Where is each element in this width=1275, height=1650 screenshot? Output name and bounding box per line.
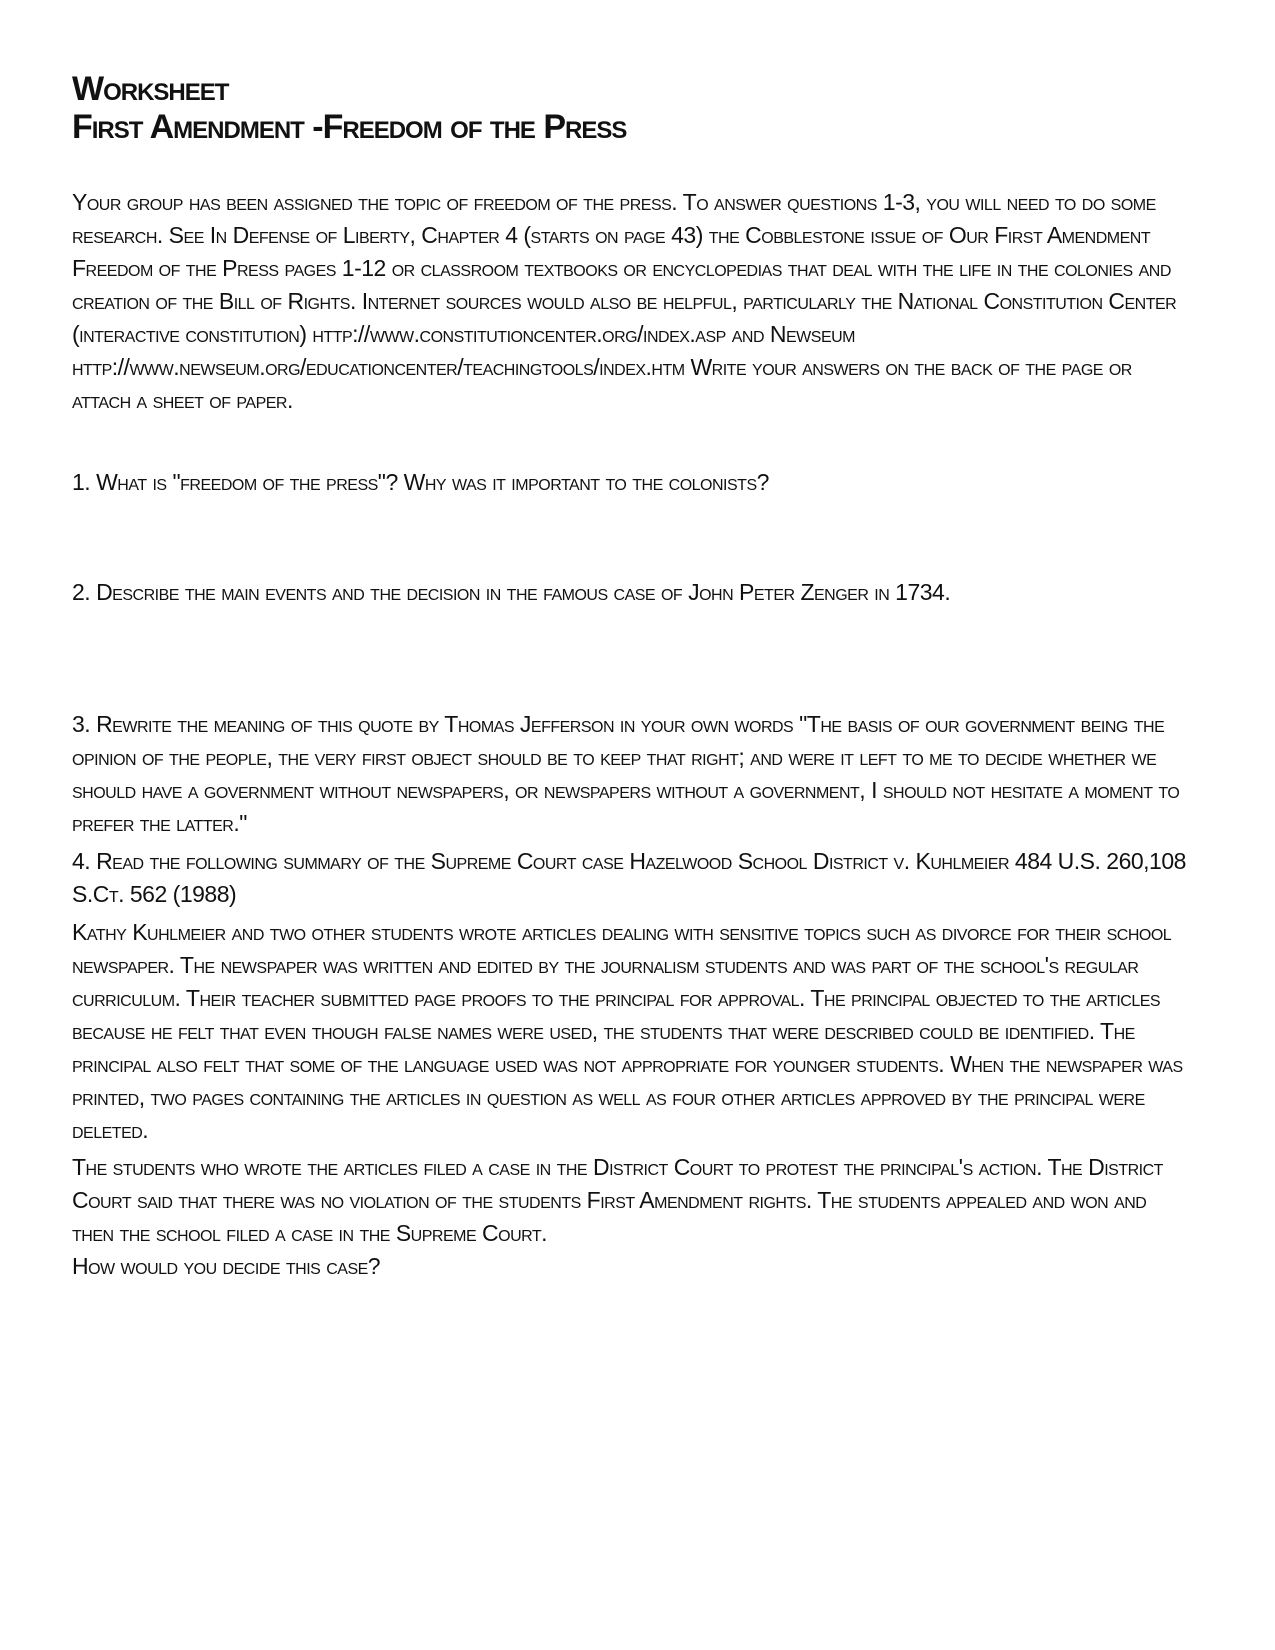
page-title [72,70,1192,146]
question-1: 1. What is "freedom of the press"? Why was it important to the colonists? [72,469,769,495]
case-summary-paragraph: Kathy Kuhlmeier and two other students wrote articles dealing with sensitive topics such as divorce for their school newspaper. The newspaper was written and edited by the journalism students and was part of the school's regular curriculum. Their teacher submitted page proofs to the principal for approval. The principal objected to the articles because he felt that even though false names were used, the students that were described could be identified. The principal also felt that some of the language used was not appropriate for younger students. When the newspaper was printed, two pages containing the articles in question as well as four other articles approved by the principal were deleted. [72,919,1183,1143]
intro-paragraph: Your group has been assigned the topic of freedom of the press. To answer questions 1-3, you will need to do some research. See In Defense of Liberty, Chapter 4 (starts on page 43) the Cobblestone issue of Our First Amendment Freedom of the Press pages 1-12 or classroom textbooks or encyclopedias that deal with the life in the colonies and creation of the Bill of Rights. Internet sources would also be helpful, particularly the National Constitution Center (interactive constitution) http://www.constitutioncenter.org/index.asp and Newseum http://www.newseum.org/educationcenter/teachingtools/index.htm Write your answers on the back of the page or attach a sheet of paper. [72,189,1177,413]
question-2: 2. Describe the main events and the decision in the famous case of John Peter Zenger in 1734. [72,579,951,605]
closing-question: How would you decide this case? [72,1253,381,1279]
title-line-topic: First Amendment -Freedom of the Press [72,108,627,146]
title-line-worksheet: Worksheet [72,70,229,108]
case-appeal-paragraph [72,1151,1192,1283]
question-4: 4. Read the following summary of the Supreme Court case Hazelwood School District v. Kuhlmeier 484 U.S. 260,108 S.Ct. 562 (1988) [72,848,1186,907]
appeal-text: The students who wrote the articles filed a case in the District Court to protest the principal's action. The District Court said that there was no violation of the students First Amendment rights. The students appealed and won and then the school filed a case in the Supreme Court. [72,1154,1163,1246]
question-3: 3. Rewrite the meaning of this quote by Thomas Jefferson in your own words "The basis of our government being the opinion of the people, the very first object should be to keep that right; and were it left to me to decide whether we should have a government without newspapers, or newspapers without a government, I should not hesitate a moment to prefer the latter." [72,711,1180,836]
